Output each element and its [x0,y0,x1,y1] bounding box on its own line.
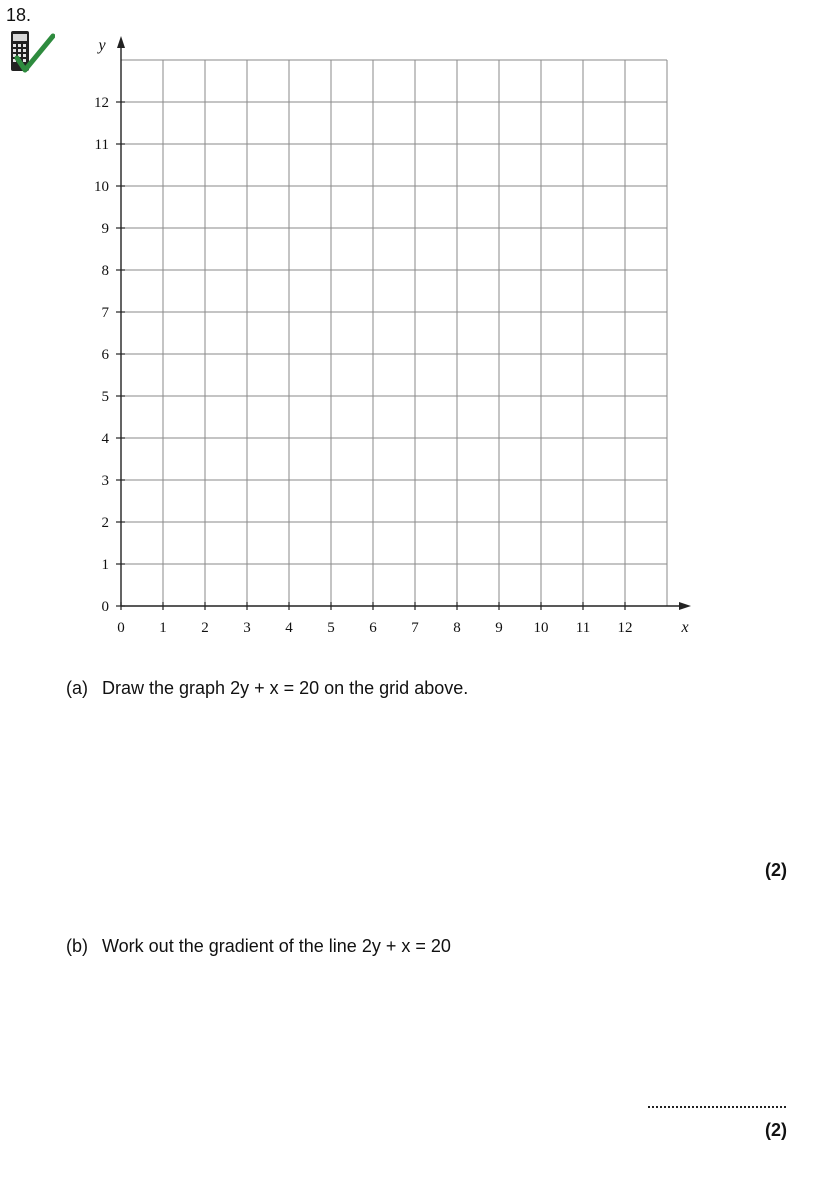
y-tick-label: 7 [101,305,109,321]
x-tick-label: 5 [327,620,335,636]
answer-line[interactable] [648,1096,786,1108]
y-tick-label: 9 [101,221,109,237]
y-tick-label: 2 [101,515,109,531]
y-tick-label: 12 [94,95,109,111]
x-tick-label: 10 [533,620,549,636]
x-tick-label: 8 [453,620,461,636]
y-axis-arrow [117,36,125,48]
x-axis-arrow [679,602,691,610]
x-tick-label: 9 [495,620,503,636]
y-tick-label: 0 [101,599,109,615]
y-axis-label: y [98,37,106,54]
x-tick-label: 1 [159,620,167,636]
y-tick-label: 3 [101,473,109,489]
y-tick-label: 6 [101,347,109,363]
y-tick-label: 1 [101,557,109,573]
x-axis-label: x [681,619,689,636]
part-b-marks: (2) [765,1120,787,1140]
part-a-text: Draw the graph 2y + x = 20 on the grid above. [102,678,469,698]
x-tick-label: 0 [117,620,125,636]
part-a-question [66,678,468,699]
x-tick-label: 4 [285,620,293,636]
question-number: 18. [6,5,32,25]
y-tick-label: 8 [101,263,109,279]
y-tick-label: 10 [94,179,109,195]
part-b-question [66,936,451,957]
part-b-text: Work out the gradient of the line 2y + x = 20 [102,936,451,956]
part-a-label: (a) [66,678,88,698]
x-tick-label: 6 [369,620,377,636]
part-b-label: (b) [66,936,88,956]
x-tick-label: 12 [617,620,633,636]
x-tick-label: 2 [201,620,209,636]
y-tick-label: 5 [101,389,109,405]
y-tick-label: 11 [94,137,109,153]
x-tick-label: 7 [411,620,419,636]
part-a-marks: (2) [765,860,787,880]
y-tick-label: 4 [101,431,109,447]
x-tick-label: 11 [575,620,591,636]
x-tick-label: 3 [243,620,251,636]
